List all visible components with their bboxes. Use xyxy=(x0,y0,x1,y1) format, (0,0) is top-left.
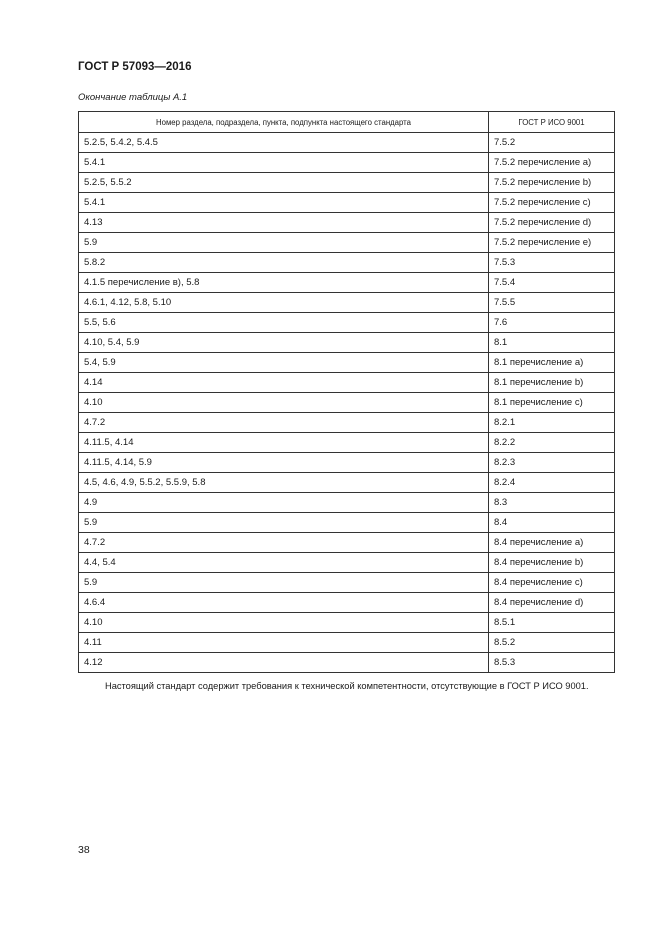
iso-9001-clause-cell: 8.1 перечисление b) xyxy=(489,373,615,393)
standard-clause-cell: 5.9 xyxy=(79,513,489,533)
table-row xyxy=(79,473,615,493)
iso-9001-clause-cell: 8.2.2 xyxy=(489,433,615,453)
standard-clause-cell: 5.9 xyxy=(79,573,489,593)
correspondence-table xyxy=(78,111,615,673)
standard-clause-cell: 4.5, 4.6, 4.9, 5.5.2, 5.5.9, 5.8 xyxy=(79,473,489,493)
table-row xyxy=(79,493,615,513)
table-row xyxy=(79,553,615,573)
standard-clause-cell: 5.8.2 xyxy=(79,253,489,273)
standard-clause-cell: 4.10 xyxy=(79,393,489,413)
standard-clause-cell: 5.2.5, 5.4.2, 5.4.5 xyxy=(79,133,489,153)
iso-9001-clause-cell: 7.5.4 xyxy=(489,273,615,293)
table-row xyxy=(79,213,615,233)
page-number: 38 xyxy=(78,844,90,856)
table-row xyxy=(79,173,615,193)
table-row xyxy=(79,433,615,453)
table-row xyxy=(79,393,615,413)
table-row xyxy=(79,653,615,673)
iso-9001-clause-cell: 7.5.2 перечисление а) xyxy=(489,153,615,173)
standard-clause-cell: 4.6.4 xyxy=(79,593,489,613)
table-row xyxy=(79,253,615,273)
standard-clause-cell: 5.5, 5.6 xyxy=(79,313,489,333)
iso-9001-clause-cell: 8.4 перечисление с) xyxy=(489,573,615,593)
table-row xyxy=(79,613,615,633)
iso-9001-clause-cell: 7.6 xyxy=(489,313,615,333)
iso-9001-clause-cell: 8.4 xyxy=(489,513,615,533)
iso-9001-clause-cell: 8.1 перечисление а) xyxy=(489,353,615,373)
iso-9001-clause-cell: 8.4 перечисление d) xyxy=(489,593,615,613)
standard-clause-cell: 4.11.5, 4.14 xyxy=(79,433,489,453)
standard-clause-cell: 5.4, 5.9 xyxy=(79,353,489,373)
table-header-row xyxy=(79,112,615,133)
table-row xyxy=(79,373,615,393)
standard-clause-cell: 5.2.5, 5.5.2 xyxy=(79,173,489,193)
iso-9001-clause-cell: 8.2.1 xyxy=(489,413,615,433)
table-row xyxy=(79,333,615,353)
iso-9001-clause-cell: 8.2.3 xyxy=(489,453,615,473)
table-row xyxy=(79,593,615,613)
column-header-iso-9001: ГОСТ Р ИСО 9001 xyxy=(489,112,615,133)
table-row xyxy=(79,193,615,213)
standard-clause-cell: 4.12 xyxy=(79,653,489,673)
table-row xyxy=(79,273,615,293)
table-row xyxy=(79,313,615,333)
standard-clause-cell: 4.7.2 xyxy=(79,533,489,553)
iso-9001-clause-cell: 7.5.3 xyxy=(489,253,615,273)
table-row xyxy=(79,233,615,253)
table-row xyxy=(79,633,615,653)
iso-9001-clause-cell: 7.5.2 перечисление b) xyxy=(489,173,615,193)
table-row xyxy=(79,353,615,373)
standard-clause-cell: 5.4.1 xyxy=(79,153,489,173)
table-row xyxy=(79,453,615,473)
iso-9001-clause-cell: 8.5.3 xyxy=(489,653,615,673)
iso-9001-clause-cell: 7.5.2 перечисление с) xyxy=(489,193,615,213)
iso-9001-clause-cell: 8.5.1 xyxy=(489,613,615,633)
document-header: ГОСТ Р 57093—2016 xyxy=(78,61,192,73)
table-caption: Окончание таблицы А.1 xyxy=(78,92,188,103)
standard-clause-cell: 4.10 xyxy=(79,613,489,633)
table-row xyxy=(79,513,615,533)
standard-clause-cell: 4.11 xyxy=(79,633,489,653)
iso-9001-clause-cell: 8.1 перечисление с) xyxy=(489,393,615,413)
standard-clause-cell: 5.9 xyxy=(79,233,489,253)
standard-clause-cell: 4.13 xyxy=(79,213,489,233)
standard-clause-cell: 4.4, 5.4 xyxy=(79,553,489,573)
table-row xyxy=(79,413,615,433)
iso-9001-clause-cell: 7.5.5 xyxy=(489,293,615,313)
standard-clause-cell: 4.6.1, 4.12, 5.8, 5.10 xyxy=(79,293,489,313)
table-row xyxy=(79,133,615,153)
iso-9001-clause-cell: 8.5.2 xyxy=(489,633,615,653)
iso-9001-clause-cell: 8.4 перечисление b) xyxy=(489,553,615,573)
table-row xyxy=(79,533,615,553)
standard-clause-cell: 4.11.5, 4.14, 5.9 xyxy=(79,453,489,473)
standard-clause-cell: 4.14 xyxy=(79,373,489,393)
table-body xyxy=(79,133,615,673)
standard-clause-cell: 4.7.2 xyxy=(79,413,489,433)
iso-9001-clause-cell: 8.2.4 xyxy=(489,473,615,493)
note-text: Настоящий стандарт содержит требования к технической компетентности, отсутствующие в ГОСТ Р ИСО 9001. xyxy=(105,681,589,691)
standard-clause-cell: 4.9 xyxy=(79,493,489,513)
table-row xyxy=(79,293,615,313)
iso-9001-clause-cell: 8.1 xyxy=(489,333,615,353)
iso-9001-clause-cell: 8.3 xyxy=(489,493,615,513)
table-row xyxy=(79,153,615,173)
standard-clause-cell: 5.4.1 xyxy=(79,193,489,213)
iso-9001-clause-cell: 7.5.2 перечисление е) xyxy=(489,233,615,253)
standard-clause-cell: 4.10, 5.4, 5.9 xyxy=(79,333,489,353)
iso-9001-clause-cell: 7.5.2 перечисление d) xyxy=(489,213,615,233)
iso-9001-clause-cell: 7.5.2 xyxy=(489,133,615,153)
column-header-standard-sections: Номер раздела, подраздела, пункта, подпункта настоящего стандарта xyxy=(79,112,489,133)
standard-clause-cell: 4.1.5 перечисление в), 5.8 xyxy=(79,273,489,293)
iso-9001-clause-cell: 8.4 перечисление а) xyxy=(489,533,615,553)
table-row xyxy=(79,573,615,593)
